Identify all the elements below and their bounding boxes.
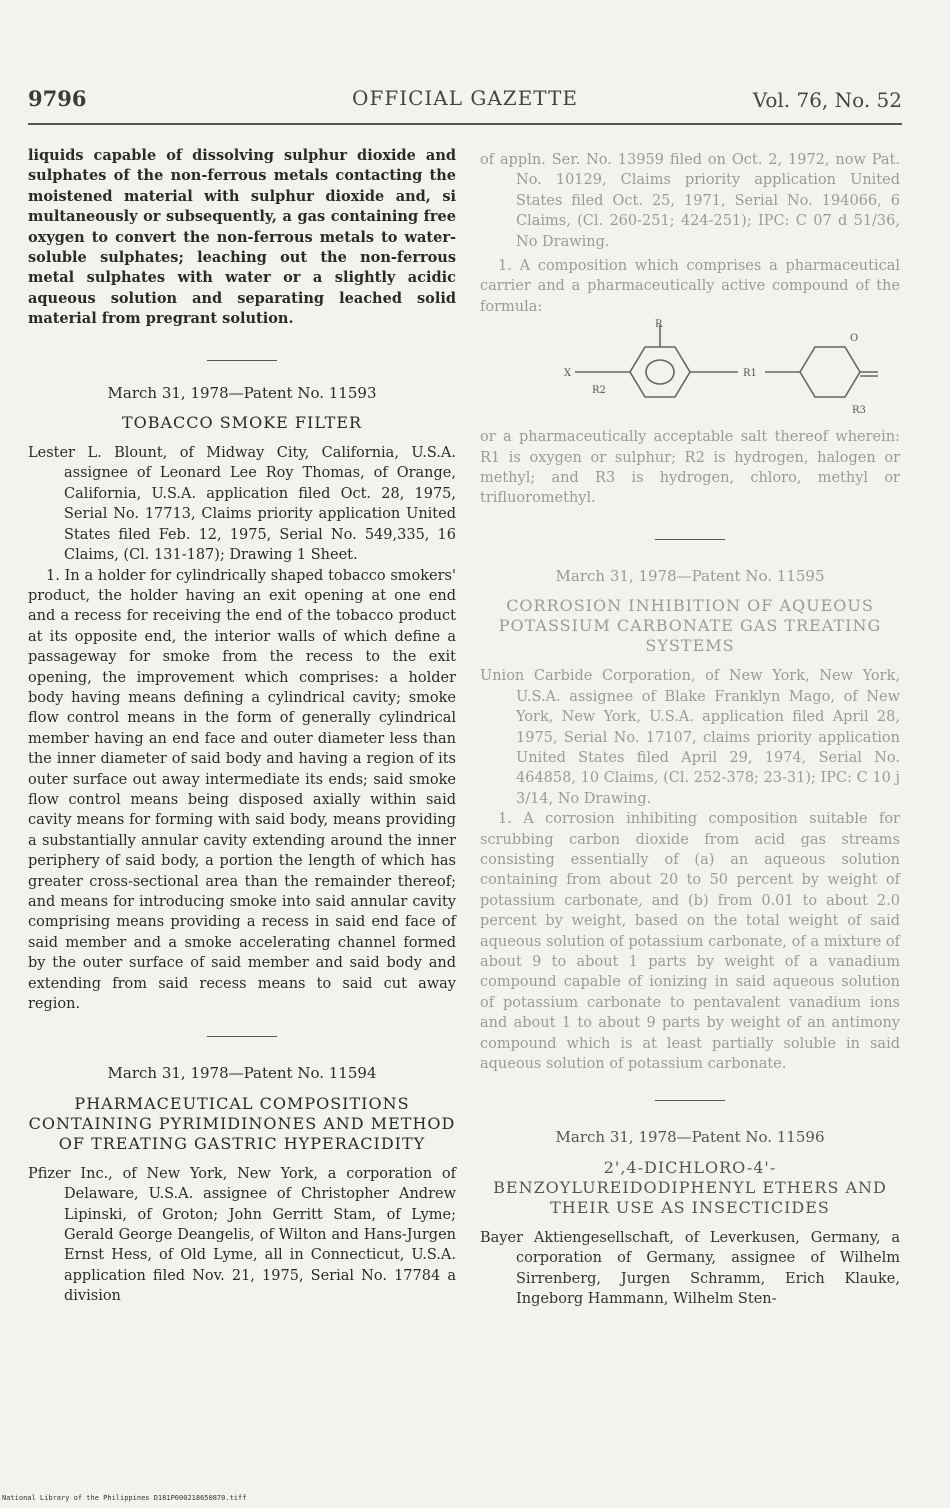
formula-label: R2 (592, 385, 606, 397)
patent-applicant: Lester L. Blount, of Midway City, California, U.S.A. assignee of Leonard Lee Roy Thomas, of Orange, California, U.S.A. application filed Oct. 28, 1975, Serial No. 17713, Claims priority application United States filed Feb. 12, 1975, Serial No. 549,335, 16 Claims, (Cl. 131-187); Drawing 1 Sheet. (28, 445, 456, 564)
benzene-inner-ring (646, 360, 674, 384)
patent-title: 2',4-DICHLORO-4'-BENZOYLUREIDODIPHENYL ETHERS AND THEIR USE AS INSECTICIDES (493, 1157, 887, 1217)
right-column (480, 150, 900, 1309)
patent-applicant: Union Carbide Corporation, of New York, New York, U.S.A. assignee of Blake Franklyn Mago, of New York, New York, U.S.A. application filed April 28, 1975, Serial No. 17107, claims priority application United States filed April 29, 1974, Serial No. 464858, 10 Claims, (Cl. 252-378; 23-31); IPC: C 10 j 3/14, No Drawing. (480, 668, 900, 807)
patent-title: PHARMACEUTICAL COMPOSITIONS CONTAINING PYRIMIDINONES AND METHOD OF TREATING GASTRIC HYPERACIDITY (28, 1093, 456, 1153)
patent-date-line: March 31, 1978—Patent No. 11594 (107, 1064, 377, 1083)
volume-number: Vol. 76, No. 52 (752, 88, 902, 112)
patent-applicant-continued: of appln. Ser. No. 13959 filed on Oct. 2, 1972, now Pat. No. 10129, Claims priority application United States filed Oct. 25, 1971, Serial No. 194066, 6 Claims, (Cl. 260-251; 424-251); IPC: C 07 d 51/36, No Drawing. (480, 152, 900, 250)
patent-claim: 1. In a holder for cylindrically shaped tobacco smokers' product, the holder having an exit opening at one end and a recess for receiving the end of the tobacco product at its opposite end, the interior walls of which define a passageway for smoke from the recess to the exit opening, the improvement which comprises: a holder body having means defining a cylindrical cavity; smoke flow control means in the form of generally cylindrical member having an end face and outer diameter less than the inner diameter of said body and having a region of its outer surface out away intermediate its ends; said smoke flow control means being disposed axially within said cavity means for forming with said body, means providing a substantially annular cavity extending around the inner periphery of said body, a portion the length of which has greater cross-sectional area than the remainder thereof; and means for introducing smoke into said annular cavity comprising means providing a recess in said end face of said member and a smoke accelerating channel formed by the outer surface of said member and said body and extending from said recess means to said cut away region. (28, 567, 456, 1013)
formula-label: R3 (852, 405, 866, 417)
formula-label: R1 (743, 368, 757, 380)
patent-claim: 1. A corrosion inhibiting composition suitable for scrubbing carbon dioxide from acid gas streams consisting essentially of (a) an aqueous solution containing from about 20 to 50 percent by weight of potassium carbonate, and (b) from 0.01 to about 2.0 percent by weight, based on the total weight of said aqueous solution of potassium carbonate, of a mixture of about 9 to about 1 parts by weight of a vanadium compound capable of ionizing in said aqueous solution of potassium carbonate to pentavalent vanadium ions and about 1 to about 9 parts by weight of an antimony compound which is at least partially soluble in said aqueous solution of potassium carbonate. (480, 811, 900, 1072)
formula-label: O (850, 333, 859, 345)
chemical-formula-diagram (500, 317, 880, 427)
patent-applicant: Pfizer Inc., of New York, New York, a corporation of Delaware, U.S.A. assignee of Christopher Andrew Lipinski, of Groton; John Gerritt Stam, of Lyme; Gerald George Deangelis, of Wilton and Hans-Jurgen Ernst Hess, of Old Lyme, all in Connecticut, U.S.A. application filed Nov. 21, 1975, Serial No. 17784 a division (28, 1165, 456, 1305)
patent-claim: 1. A composition which comprises a pharmaceutical carrier and a pharmaceutically active compound of the formula: (480, 258, 900, 315)
left-column (28, 146, 456, 1307)
publication-title: OFFICIAL GAZETTE (352, 86, 578, 110)
patent-date-line: March 31, 1978—Patent No. 11595 (555, 566, 825, 585)
patent-date-line: March 31, 1978—Patent No. 11593 (107, 383, 377, 402)
formula-label: X (564, 368, 572, 380)
page-number: 9796 (28, 86, 87, 111)
pyrimidine-ring (800, 347, 860, 397)
continued-claim: liquids capable of dissolving sulphur dioxide and sulphates of the non-ferrous metals contacting the moistened material with sulphur dioxide and, si multaneously or subsequently, a gas containing free oxygen to convert the non-ferrous metals to water-soluble sulphates; leaching out the non-ferrous metal sulphates with water or a slightly acidic aqueous solution and separating leached solid material from pregrant solution. (28, 147, 456, 328)
benzene-ring (630, 347, 690, 397)
patent-applicant: Bayer Aktiengesellschaft, of Leverkusen, Germany, a corporation of Germany, assignee of Wilhelm Sirrenberg, Jurgen Schramm, Erich Klauke, Ingeborg Hammann, Wilhelm Sten- (480, 1229, 900, 1308)
header-rule (28, 123, 902, 125)
scan-footer: National Library of the Philippines D181P000218650870.tiff (2, 1494, 247, 1502)
patent-date-line: March 31, 1978—Patent No. 11596 (555, 1128, 825, 1147)
page-header (28, 86, 902, 116)
patent-title: CORROSION INHIBITION OF AQUEOUS POTASSIUM CARBONATE GAS TREATING SYSTEMS (498, 596, 882, 656)
formula-label: R (655, 319, 663, 331)
patent-title: TOBACCO SMOKE FILTER (121, 413, 363, 433)
patent-claim-continued: or a pharmaceutically acceptable salt thereof wherein: R1 is oxygen or sulphur; R2 is hydrogen, halogen or methyl; and R3 is hydrogen, chloro, methyl or trifluoromethyl. (480, 429, 900, 507)
